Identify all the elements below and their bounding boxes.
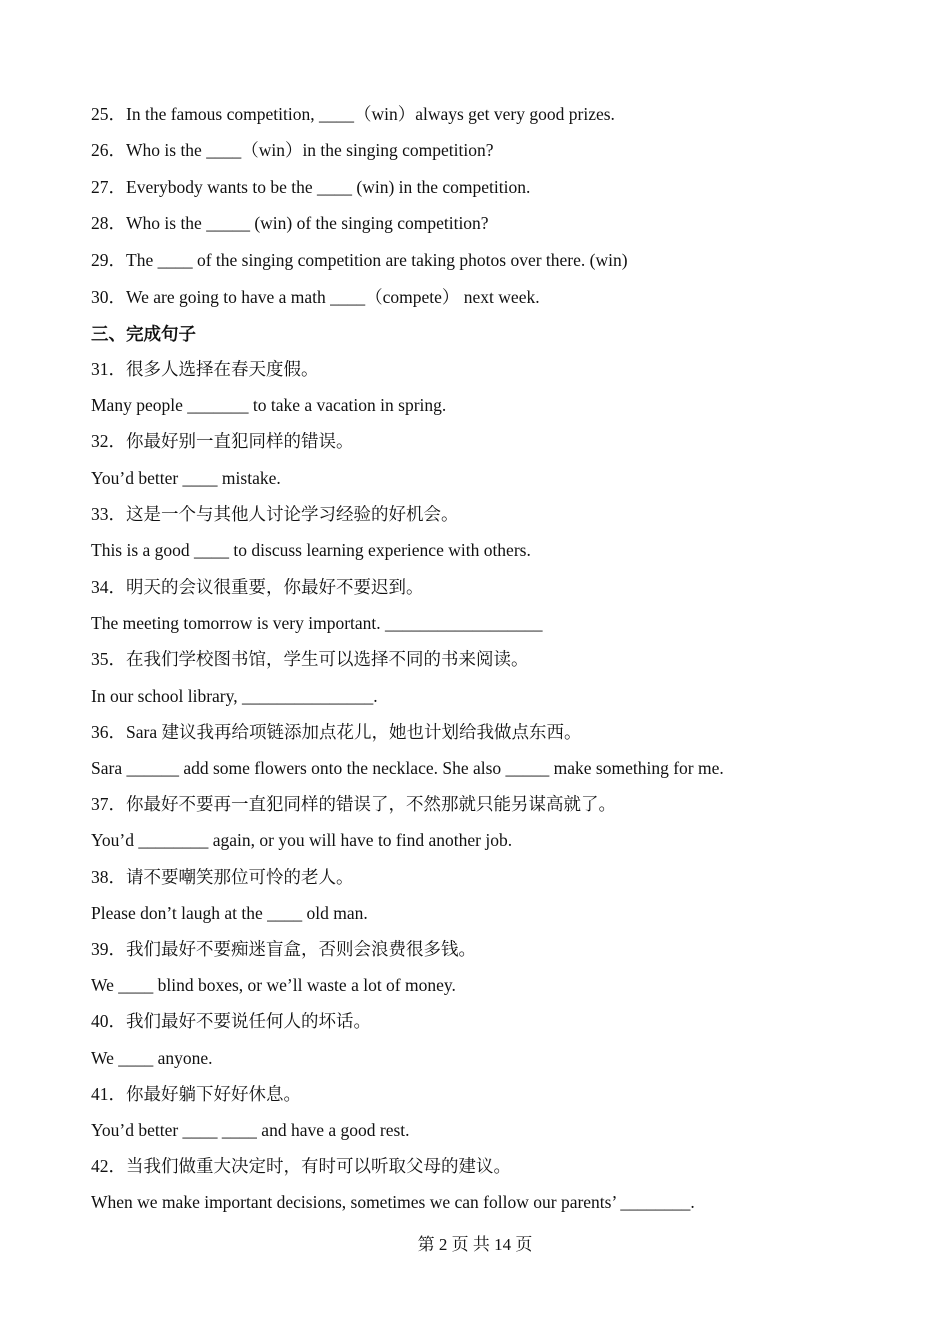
question-34-english: The meeting tomorrow is very important. __________________	[91, 613, 543, 633]
question-33-english: This is a good ____ to discuss learning experience with others.	[91, 540, 531, 560]
question-39-chinese: 39．我们最好不要痴迷盲盒，否则会浪费很多钱。	[91, 939, 476, 959]
question-42-english: When we make important decisions, sometimes we can follow our parents’ ________.	[91, 1192, 695, 1212]
question-35-english: In our school library, _______________.	[91, 686, 378, 706]
question-31-english: Many people _______ to take a vacation in spring.	[91, 395, 447, 415]
question-32-english: You’d better ____ mistake.	[91, 468, 281, 488]
question-27: 27．Everybody wants to be the ____ (win) in the competition.	[91, 177, 531, 197]
question-41-chinese: 41．你最好躺下好好休息。	[91, 1084, 301, 1104]
question-36-chinese: 36．Sara 建议我再给项链添加点花儿，她也计划给我做点东西。	[91, 722, 582, 742]
question-37-chinese: 37．你最好不要再一直犯同样的错误了，不然那就只能另谋高就了。	[91, 794, 616, 814]
question-38-chinese: 38．请不要嘲笑那位可怜的老人。	[91, 867, 354, 887]
question-37-english: You’d ________ again, or you will have to find another job.	[91, 830, 513, 850]
question-35-chinese: 35．在我们学校图书馆，学生可以选择不同的书来阅读。	[91, 649, 529, 669]
question-32-chinese: 32．你最好别一直犯同样的错误。	[91, 431, 354, 451]
question-33-chinese: 33．这是一个与其他人讨论学习经验的好机会。	[91, 504, 459, 524]
question-40-chinese: 40．我们最好不要说任何人的坏话。	[91, 1011, 371, 1031]
question-40-english: We ____ anyone.	[91, 1048, 213, 1068]
question-42-chinese: 42．当我们做重大决定时，有时可以听取父母的建议。	[91, 1156, 511, 1176]
question-30: 30．We are going to have a math ____（compete） next week.	[91, 287, 540, 307]
question-38-english: Please don’t laugh at the ____ old man.	[91, 903, 368, 923]
question-34-chinese: 34．明天的会议很重要，你最好不要迟到。	[91, 577, 424, 597]
question-36-english: Sara ______ add some flowers onto the necklace. She also _____ make something for me.	[91, 758, 724, 778]
question-41-english: You’d better ____ ____ and have a good rest.	[91, 1120, 410, 1140]
question-25: 25．In the famous competition, ____（win）always get very good prizes.	[91, 104, 615, 124]
question-26: 26．Who is the ____（win）in the singing competition?	[91, 140, 494, 160]
question-28: 28．Who is the _____ (win) of the singing competition?	[91, 213, 489, 233]
page-footer: 第 2 页 共 14 页	[417, 1235, 533, 1254]
question-29: 29．The ____ of the singing competition are taking photos over there. (win)	[91, 250, 628, 270]
question-31-chinese: 31．很多人选择在春天度假。	[91, 359, 319, 379]
question-39-english: We ____ blind boxes, or we’ll waste a lot of money.	[91, 975, 456, 995]
section-heading: 三、完成句子	[91, 324, 196, 344]
